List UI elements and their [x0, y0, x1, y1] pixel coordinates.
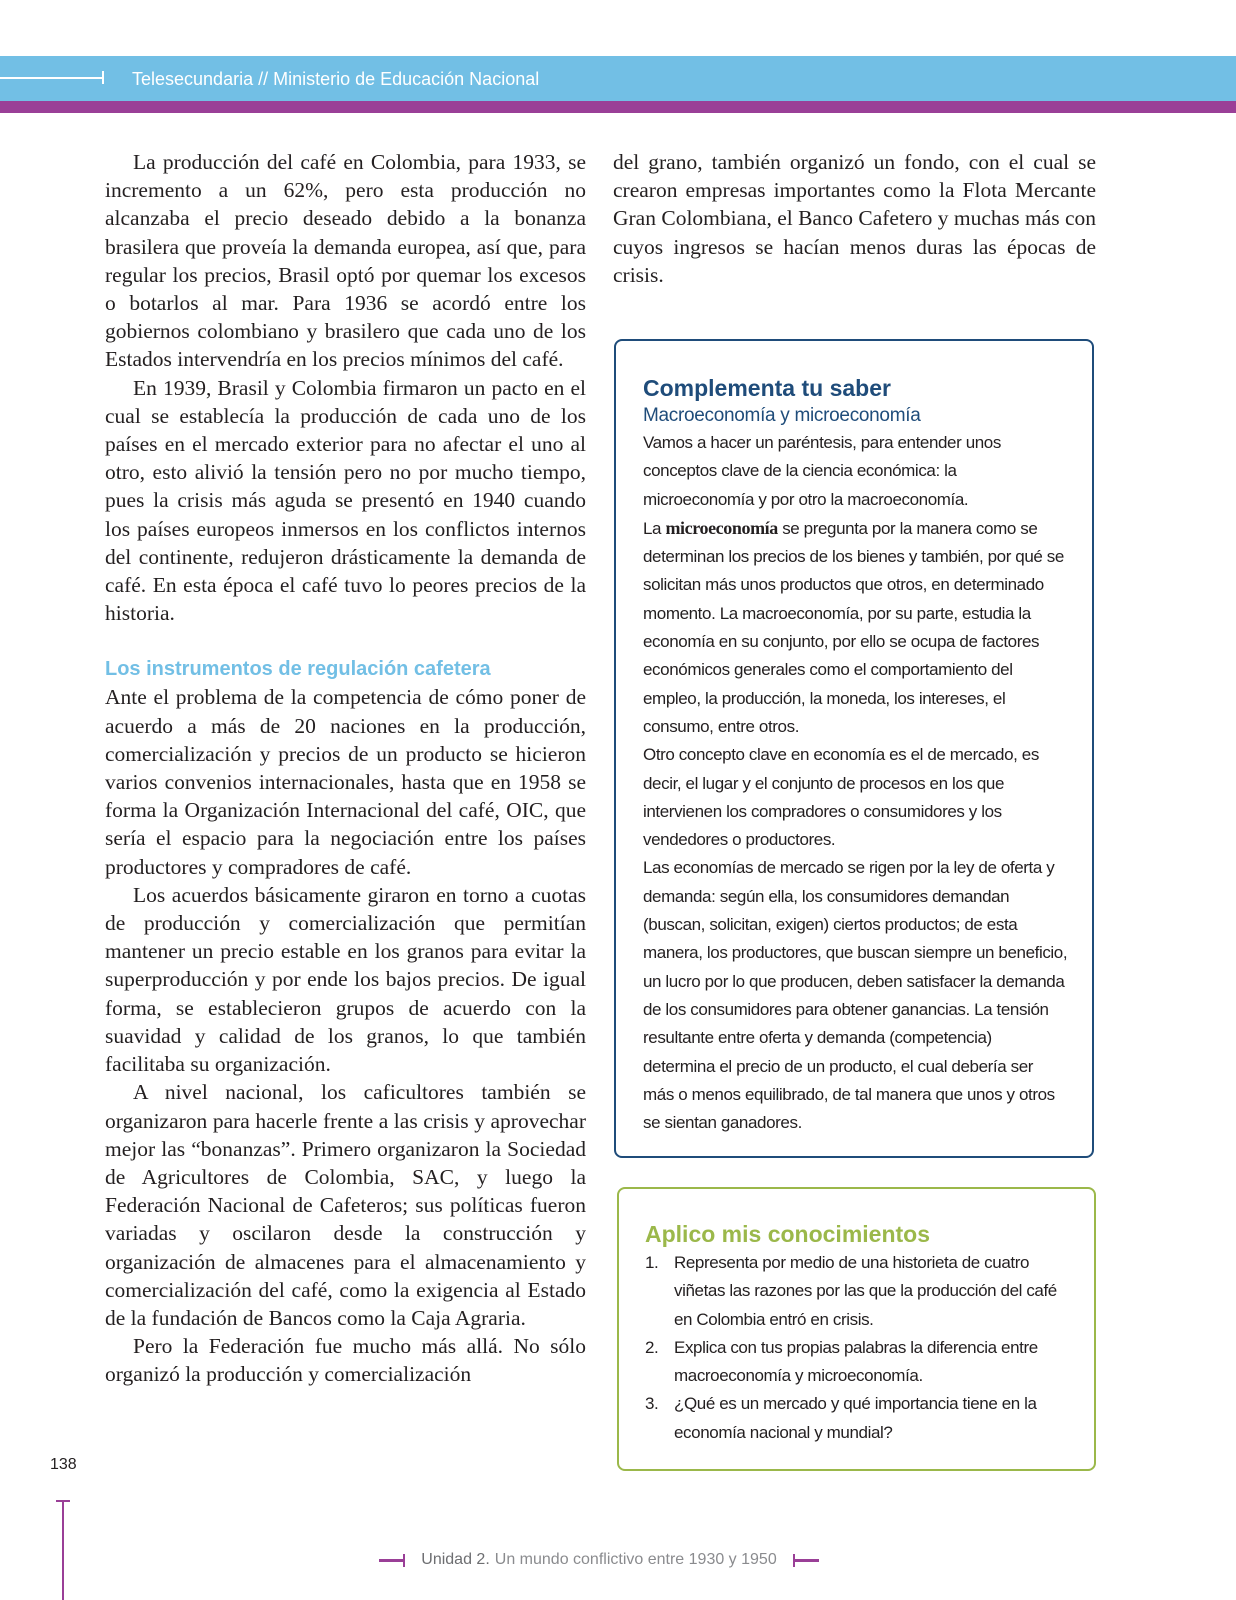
- footer-unit: Unidad 2.: [421, 1551, 490, 1568]
- bold-term: microeconomía: [665, 517, 778, 538]
- activity-item: [645, 1249, 1070, 1334]
- paragraph: Ante el problema de la competencia de cómo poner de acuerdo a más de 20 naciones en la producción, comercialización y precios de un producto se hicieron varios convenios internacionales, hasta que en 1958 se forma la Organización Internacional del café, OIC, que sería el espacio para la negociación entre los países productores y compradores de café.: [105, 685, 586, 879]
- activity-number: 3.: [645, 1394, 659, 1414]
- header-rule: [0, 77, 104, 79]
- activity-list: [645, 1249, 1070, 1447]
- complementa-title: Complementa tu saber: [643, 375, 891, 401]
- activity-item: [645, 1334, 1070, 1391]
- paragraph: En 1939, Brasil y Colombia firmaron un pacto en el cual se establecía la producción de cada uno de los países en el mercado exterior para no afectar el uno al otro, esto alivió la tensión pero no por mucho tiempo, pues la crisis más aguda se presentó en 1940 cuando los países europeos inmersos en los conflictos internos del continente, redujeron drásticamente la demanda de café. En esta época el café tuvo lo peores precios de la historia.: [105, 375, 586, 626]
- activity-text: Representa por medio de una historieta de cuatro viñetas las razones por las que la producción del café en Colombia entró en crisis.: [674, 1253, 1057, 1329]
- complementa-box: [614, 339, 1094, 1158]
- paragraph: del grano, también organizó un fondo, con el cual se crearon empresas importantes como la Flota Mercante Gran Colombiana, el Banco Cafetero y muchas más con cuyos ingresos se hacían menos duras las épocas de crisis.: [613, 150, 1097, 287]
- complementa-paragraph: Las economías de mercado se rigen por la ley de oferta y demanda: según ella, los consumidores demandan (buscan, solicitan, exigen) ciertos productos; de esta manera, los productores, que buscan siempre un beneficio, un lucro por lo que producen, deben satisfacer la demanda de los consumidores para obtener ganancias. La tensión resultante entre oferta y demanda (competencia) determina el precio de un producto, el cual debería ser más o menos equilibrado, de tal manera que unos y otros se sientan ganadores.: [643, 858, 1068, 1133]
- text-run: se pregunta por la manera como se determinan los precios de los bienes y también, por qué se solicitan más unos productos que otros, en determinado momento. La macroeconomía, por su parte, estudia la economía en su conjunto, por ello se ocupa de factores económicos generales como el comportamiento del empleo, la producción, la moneda, los intereses, el consumo, entre otros.: [643, 518, 1064, 736]
- footer: [374, 1547, 824, 1573]
- footer-rule-left: [379, 1559, 405, 1562]
- left-column: [105, 148, 586, 1389]
- header-title: Telesecundaria // Ministerio de Educación Nacional: [132, 69, 540, 89]
- aplico-box: [617, 1187, 1096, 1471]
- header-rule-tick: [102, 71, 104, 84]
- paragraph: La producción del café en Colombia, para 1933, se incremento a un 62%, pero esta producción no alcanzaba el precio deseado debido a la bonanza brasilera que proveía la demanda europea, así que, para regular los precios, Brasil optó por quemar los excesos o botarlos al mar. Para 1936 se acordó entre los gobiernos colombiano y brasilero que cada uno de los Estados intervendría en los precios mínimos del café.: [105, 150, 586, 372]
- activity-text: Explica con tus propias palabras la diferencia entre macroeconomía y microeconomía.: [674, 1337, 1038, 1386]
- right-column: [613, 148, 1096, 289]
- margin-rule-tick: [56, 1500, 70, 1502]
- complementa-paragraph: Otro concepto clave en economía es el de mercado, es decir, el lugar y el conjunto de procesos en los que intervienen los compradores o consumidores y los vendedores o productores.: [643, 745, 1039, 850]
- text-run: La: [643, 518, 666, 538]
- footer-rule-right: [793, 1559, 819, 1562]
- section-heading: Los instrumentos de regulación cafetera: [105, 658, 491, 681]
- header-stripe: [0, 101, 1236, 113]
- footer-title: Un mundo conflictivo entre 1930 y 1950: [494, 1551, 777, 1568]
- complementa-paragraph: Vamos a hacer un paréntesis, para entender unos conceptos clave de la ciencia económica: la microeconomía y por otro la macroeconomía.: [643, 433, 1001, 509]
- activity-text: ¿Qué es un mercado y qué importancia tiene en la economía nacional y mundial?: [674, 1394, 1037, 1442]
- activity-item: [645, 1390, 1070, 1447]
- activity-number: 2.: [645, 1337, 659, 1357]
- page-number: 138: [50, 1456, 77, 1473]
- margin-rule: [62, 1500, 64, 1600]
- complementa-subtitle: Macroeconomía y microeconomía: [643, 405, 921, 426]
- activity-number: 1.: [645, 1253, 659, 1272]
- aplico-title: Aplico mis conocimientos: [645, 1221, 930, 1247]
- paragraph: A nivel nacional, los caficultores también se organizaron para hacerle frente a las crisis y aprovechar mejor las “bonanzas”. Primero organizaron la Sociedad de Agricultores de Colombia, SAC, y luego la Federación Nacional de Cafeteros; sus políticas fueron variadas y oscilaron desde la construcción y organización de almacenes para el almacenamiento y comercialización del café, como la exigencia al Estado de la fundación de Bancos como la Caja Agraria.: [105, 1080, 586, 1330]
- paragraph: Los acuerdos básicamente giraron en torno a cuotas de producción y comercialización que permitían mantener un precio estable en los granos para evitar la superproducción y por ende los bajos precios. De igual forma, se establecieron grupos de acuerdo con la suavidad y calidad de los granos, lo que también facilitaba su organización.: [105, 882, 586, 1077]
- complementa-paragraph: [643, 514, 1068, 741]
- paragraph: Pero la Federación fue mucho más allá. No sólo organizó la producción y comercialización: [105, 1334, 586, 1387]
- complementa-body: [643, 429, 1068, 1137]
